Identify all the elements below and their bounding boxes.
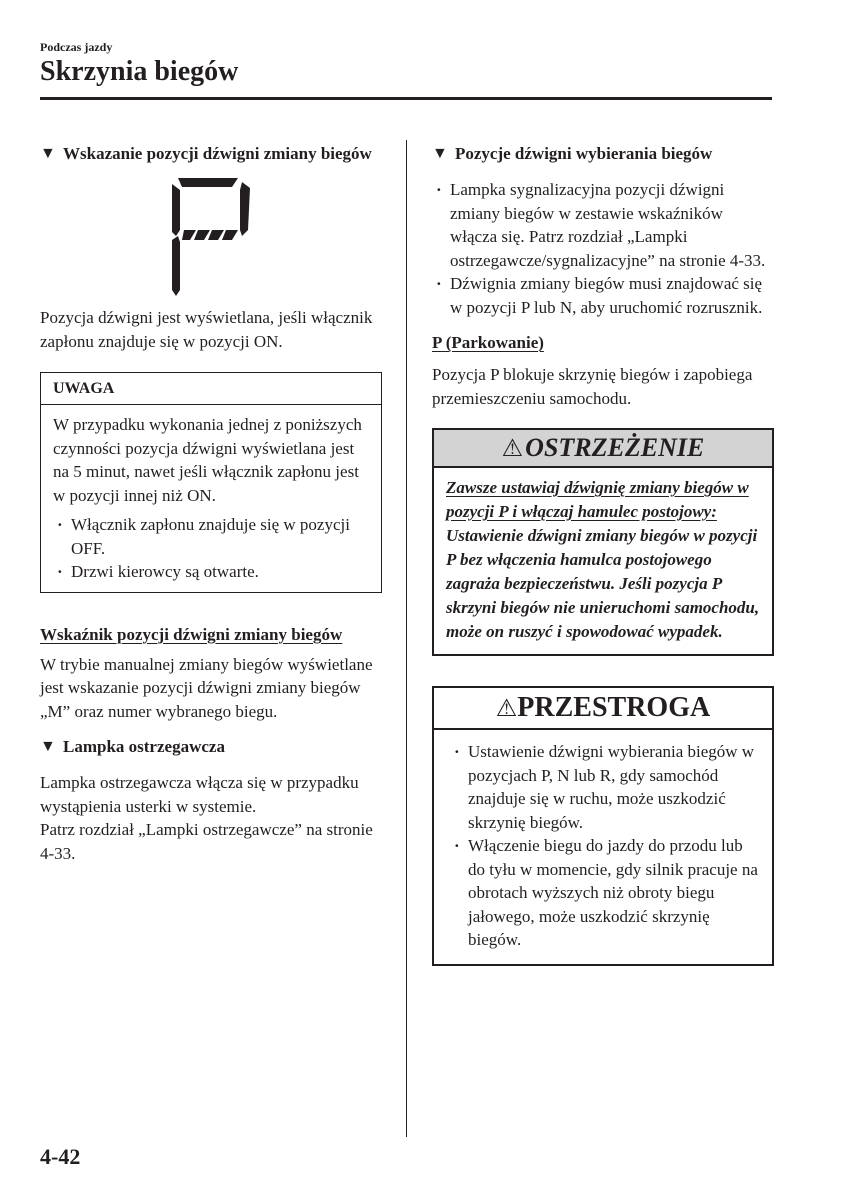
warning-triangle-icon: ⚠ xyxy=(501,436,524,462)
caution-triangle-icon: ⚠ xyxy=(495,696,518,722)
note-title: UWAGA xyxy=(41,373,381,405)
segment-middle-3 xyxy=(208,230,224,240)
list-item: · Lampka sygnalizacyjna pozycji dźwigni zmiany biegów w zestawie wskaźników włącza się. Patrz rozdział „Lampki ostrzegawcze/sygnalizacyjne” na stronie 4-33. xyxy=(432,178,774,272)
note-list xyxy=(53,513,369,584)
header-rule xyxy=(40,97,772,100)
heading-text: Wskazanie pozycji dźwigni zmiany biegów xyxy=(63,144,372,163)
list-item: · Dźwignia zmiany biegów musi znajdować się w pozycji P lub N, aby uruchomić rozrusznik. xyxy=(432,272,774,319)
paragraph-see-chapter: Patrz rozdział „Lampki ostrzegawcze” na stronie 4-33. xyxy=(40,820,373,863)
warning-box xyxy=(432,428,774,656)
segment-middle-4 xyxy=(222,230,238,240)
caution-title-bar xyxy=(434,688,772,730)
caution-list xyxy=(450,740,760,952)
heading-warning-light xyxy=(40,735,382,759)
subheading-indicator: Wskaźnik pozycji dźwigni zmiany biegów xyxy=(40,624,343,644)
warning-title: OSTRZEŻENIE xyxy=(525,433,705,462)
triangle-marker-icon: ▼ xyxy=(40,145,56,162)
caution-body xyxy=(434,730,772,964)
note-box xyxy=(40,372,382,593)
right-column xyxy=(432,142,774,966)
subheading-wrapper xyxy=(40,623,382,647)
warning-text: Ustawienie dźwigni zmiany biegów w pozycji P bez włączenia hamulca postojowego zagraża bezpieczeństwu. Jeśli pozycja P skrzyni biegów nie unieruchomi samochodu, może on ruszyć i spowodować wypadek. xyxy=(446,526,760,641)
note-text: W przypadku wykonania jednej z poniższych czynności pozycja dźwigni wyświetlana jest na 5 minut, nawet jeśli włącznik zapłonu jest w pozycji innej niż ON. xyxy=(53,415,362,505)
paragraph-manual-mode: W trybie manualnej zmiany biegów wyświetlane jest wskazanie pozycji dźwigni zmiany biegów „M” oraz numer wybranego biegu. xyxy=(40,654,373,721)
note-body xyxy=(41,405,381,592)
segment-upper-left xyxy=(172,184,180,236)
warning-body xyxy=(434,468,772,654)
left-column xyxy=(40,142,382,865)
column-divider xyxy=(406,140,407,1137)
heading-selector-positions xyxy=(432,142,774,166)
warning-title-bar xyxy=(434,430,772,468)
heading-shift-position-indication xyxy=(40,142,382,166)
segment-lower-left xyxy=(172,236,180,296)
triangle-marker-icon: ▼ xyxy=(432,145,448,162)
segment-upper-right xyxy=(240,182,250,236)
subheading-park: P (Parkowanie) xyxy=(432,333,544,352)
page-number: 4-42 xyxy=(40,1144,81,1169)
list-item: · Ustawienie dźwigni wybierania biegów w pozycjach P, N lub R, gdy samochód znajduje się w ruchu, może uszkodzić skrzynię biegów. xyxy=(450,740,760,834)
segment-middle-2 xyxy=(194,230,210,240)
list-item: · Włączenie biegu do jazdy do przodu lub do tyłu w momencie, gdy silnik pracuje na obrotach wyższych niż obroty biegu jałowego, może uszkodzić skrzynię biegów. xyxy=(450,834,760,952)
warning-lead: Zawsze ustawiaj dźwignię zmiany biegów w pozycji P i włączaj hamulec postojowy: xyxy=(446,478,749,521)
triangle-marker-icon: ▼ xyxy=(40,738,56,755)
list-item: · Włącznik zapłonu znajduje się w pozycji OFF. xyxy=(53,513,369,560)
caution-box xyxy=(432,686,774,966)
positions-list xyxy=(432,178,774,319)
section-label: Podczas jazdy xyxy=(40,40,113,54)
subheading-wrapper xyxy=(432,331,774,355)
caution-title: PRZESTROGA xyxy=(517,692,711,723)
segment-middle-1 xyxy=(182,230,196,240)
heading-text: Pozycje dźwigni wybierania biegów xyxy=(455,144,713,163)
paragraph-park: Pozycja P blokuje skrzynię biegów i zapobiega przemieszczeniu samochodu. xyxy=(432,365,753,408)
segment-top xyxy=(178,178,238,187)
list-item: · Drzwi kierowcy są otwarte. xyxy=(53,560,369,584)
heading-text: Lampka ostrzegawcza xyxy=(63,737,225,756)
p-segment-display-icon xyxy=(168,178,254,296)
paragraph-warning-light: Lampka ostrzegawcza włącza się w przypadku wystąpienia usterki w systemie. xyxy=(40,773,359,816)
paragraph-display-condition: Pozycja dźwigni jest wyświetlana, jeśli włącznik zapłonu znajduje się w pozycji ON. xyxy=(40,308,373,351)
page-title: Skrzynia biegów xyxy=(40,56,239,87)
